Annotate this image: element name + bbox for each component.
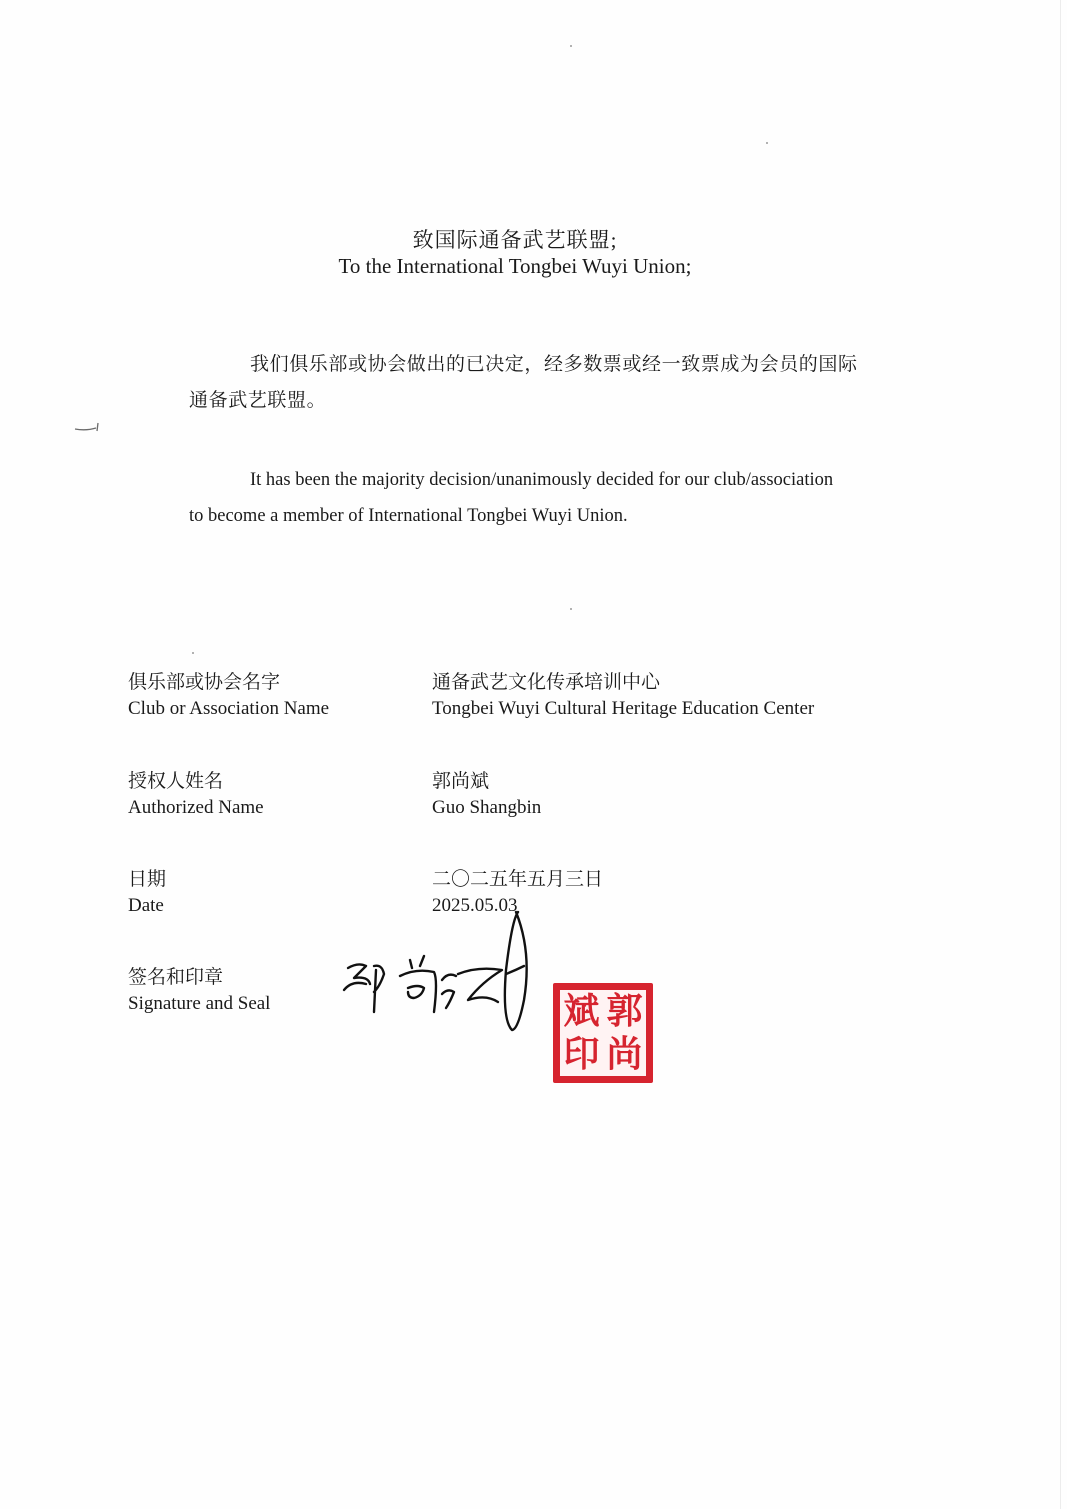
seal-char-guo: 郭 [606,990,643,1032]
seal-char-shang: 尚 [606,1033,643,1075]
signature-seal-label [128,965,270,1017]
authorized-name-value-en: Guo Shangbin [432,797,542,818]
heading-cn: 致国际通备武艺联盟; [412,228,618,252]
club-name-value [432,670,814,722]
seal-body [560,990,646,1076]
date-value-cn: 二〇二五年五月三日 [432,869,604,890]
club-name-label-en: Club or Association Name [128,698,330,719]
scan-speck [570,608,572,610]
authorized-name-label-en: Authorized Name [128,797,264,818]
statement-cn-line-2: 通备武艺联盟。 [189,390,327,411]
club-name-label [128,670,329,722]
authorized-name-label-cn: 授权人姓名 [128,771,224,792]
club-name-value-cn: 通备武艺文化传承培训中心 [432,672,661,693]
statement-en-line-1: It has been the majority decision/unanimously decided for our club/association [250,470,834,490]
statement-en [189,462,909,534]
heading-en: To the International Tongbei Wuyi Union; [338,254,692,278]
scan-speck [192,652,194,654]
authorized-name-value-cn: 郭尚斌 [432,771,490,792]
scan-mark [74,420,108,434]
scan-edge [1060,0,1061,1509]
statement-cn [189,347,909,419]
date-label-en: Date [128,895,164,916]
signature-seal-label-en: Signature and Seal [128,993,271,1014]
date-label [128,867,166,919]
seal-char-bin: 斌 [563,990,600,1032]
signature-seal-label-cn: 签名和印章 [128,967,224,988]
red-seal [553,983,653,1083]
date-label-cn: 日期 [128,869,167,890]
statement-en-line-2: to become a member of International Tongbei Wuyi Union. [189,506,628,526]
club-name-value-en: Tongbei Wuyi Cultural Heritage Education Center [432,698,815,719]
handwritten-signature [330,890,550,1040]
scan-speck [766,142,768,144]
authorized-name-label [128,769,264,821]
scan-speck [570,45,572,47]
authorized-name-value [432,769,541,821]
seal-char-yin: 印 [563,1033,600,1075]
statement-cn-line-1: 我们俱乐部或协会做出的已决定，经多数票或经一致票成为会员的国际 [250,354,858,375]
club-name-label-cn: 俱乐部或协会名字 [128,672,281,693]
date-value-en: 2025.05.03 [432,895,518,916]
